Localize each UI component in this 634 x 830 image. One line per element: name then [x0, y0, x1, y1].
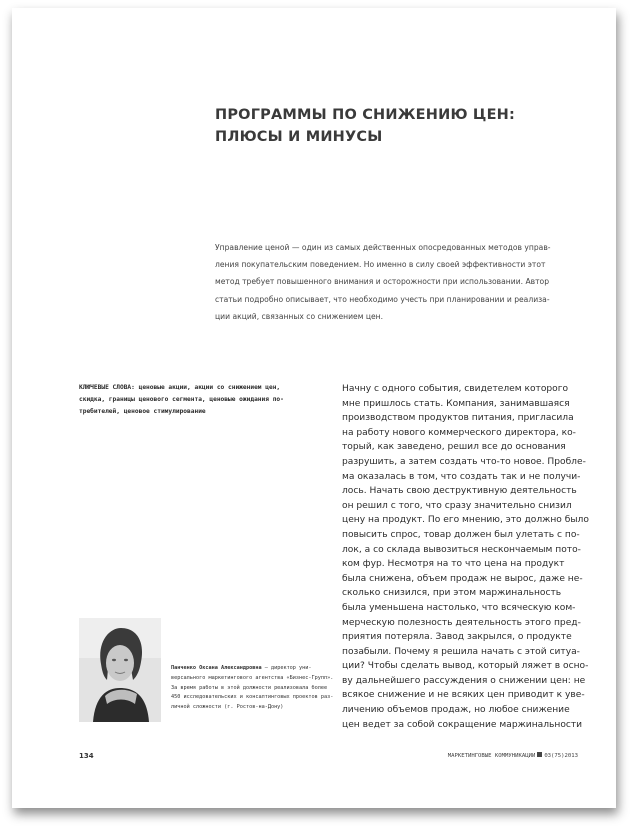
body-line: производством продуктов питания, пригласила: [342, 413, 574, 424]
body-line: была снижена, объем продаж не вырос, даже не-: [342, 573, 583, 584]
keywords-line: КЛЮЧЕВЫЕ СЛОВА: ценовые акции, акции со снижением цен,: [79, 384, 281, 391]
journal-issue: 03(75)2013: [544, 753, 578, 759]
body-line: мне пришлось стать. Компания, занимавшаяся: [342, 398, 570, 409]
article-body: [342, 382, 602, 732]
author-photo: [79, 618, 161, 722]
body-line: цену на продукт. По его мнению, это должно было: [342, 515, 589, 526]
article-title: [215, 104, 575, 148]
body-line: ву дальнейшего рассуждения о снижении цен: не: [342, 675, 586, 686]
body-line: мерческую полезность деятельность этого пред-: [342, 617, 581, 628]
body-line: ма оказалась в том, что создать так и не получи-: [342, 471, 581, 482]
keywords-block: [79, 382, 329, 418]
body-line: разрушить, а затем создать что-то новое. Пробле-: [342, 456, 586, 467]
body-line: ком фур. Несмотря на то что цена на продукт: [342, 559, 565, 570]
body-line: приятия потеряла. Завод закрылся, о продукте: [342, 632, 572, 643]
body-line: торый, как заведено, решил все до основания: [342, 442, 566, 453]
square-bullet-icon: [537, 752, 542, 757]
running-footer: [448, 752, 578, 759]
author-bio-line: версального маркетингового агентства «Бизнес-Групп».: [171, 674, 334, 681]
body-line: повысить спрос, товар должен был улетать с по-: [342, 529, 580, 540]
title-line: ПЛЮСЫ И МИНУСЫ: [215, 129, 383, 145]
body-line: он решил с того, что сразу значительно снизил: [342, 500, 572, 511]
author-portrait-image: [79, 618, 161, 722]
body-line: лок, а со склада вывозиться нескончаемым пото-: [342, 544, 581, 555]
body-line: Начну с одного события, свидетелем которого: [342, 384, 569, 394]
abstract-line: Управление ценой — один из самых действенных опосредованных методов управ-: [215, 243, 551, 252]
page-number: 134: [79, 752, 94, 760]
author-bio-line: 450 исследовательских и консалтинговых проектов раз-: [171, 694, 334, 701]
body-line: всякое снижение и не всяких цен приводит к уве-: [342, 690, 585, 701]
body-line: личению объемов продаж, но любое снижение: [342, 705, 570, 716]
article-abstract: [215, 239, 600, 325]
body-line: лось. Начать свою деструктивную деятельность: [342, 486, 577, 497]
body-line: была уменьшена настолько, что всяческую ком-: [342, 602, 576, 613]
journal-name: МАРКЕТИНГОВЫЕ КОММУНИКАЦИИ: [447, 753, 536, 759]
author-bio-line: — директор уни-: [261, 665, 312, 671]
body-line: на работу нового коммерческого директора, ко-: [342, 427, 576, 438]
author-bio-line: личной сложности (г. Ростов-на-Дону): [171, 704, 284, 711]
abstract-line: ления покупательским поведением. Но именно в силу своей эффективности этот: [215, 260, 546, 270]
magazine-page: [12, 8, 616, 808]
keywords-line: скидка, границы ценового сегмента, ценовые ожидания по-: [79, 396, 284, 403]
author-bio-line: За время работы в этой должности реализовала более: [171, 684, 328, 691]
keywords-line: требителей, ценовое стимулирование: [79, 408, 206, 415]
body-line: цен ведет за собой сокращение маржинальности: [342, 719, 583, 730]
abstract-line: статьи подробно описывает, что необходимо учесть при планировании и реализа-: [215, 294, 550, 304]
title-line: ПРОГРАММЫ ПО СНИЖЕНИЮ ЦЕН:: [215, 107, 516, 123]
author-bio: [171, 664, 336, 713]
abstract-line: метод требует повышенного внимания и осторожности при использовании. Автор: [215, 277, 550, 287]
body-line: сколько снизился, при этом маржинальность: [342, 588, 562, 599]
author-name: Панченко Оксана Александровна: [171, 665, 262, 671]
abstract-line: ции акций, связанных со снижением цен.: [215, 311, 384, 321]
body-line: ции? Чтобы сделать вывод, который ляжет в осно-: [342, 661, 589, 672]
body-line: позабыли. Почему я решила начать с этой ситуа-: [342, 646, 580, 657]
